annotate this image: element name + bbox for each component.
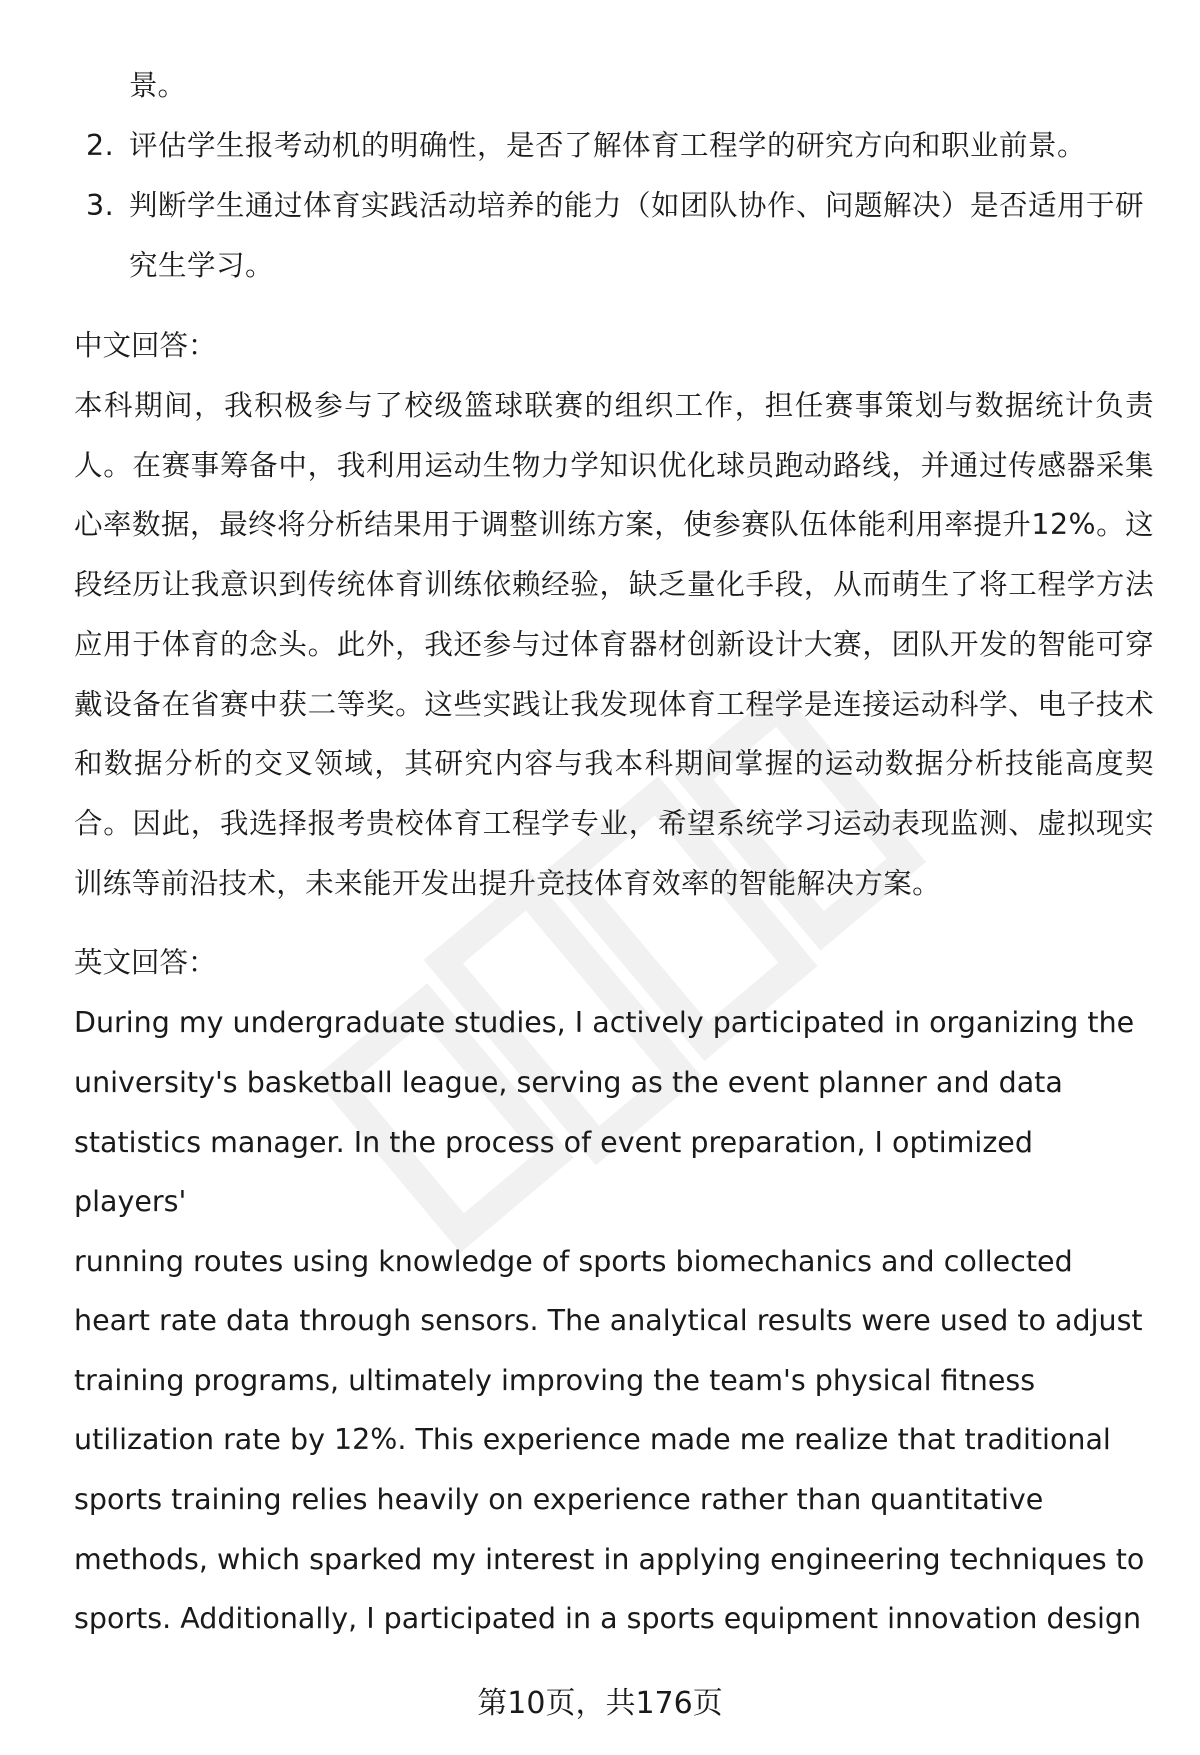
english-line: methods, which sparked my interest in applying engineering techniques to: [74, 1542, 1145, 1576]
page-number-footer: 第10页，共176页: [477, 1686, 723, 1721]
list-number: 2.: [86, 129, 115, 162]
list-text: 评估学生报考动机的明确性，是否了解体育工程学的研究方向和职业前景。: [129, 129, 1087, 162]
english-line: university's basketball league, serving as the event planner and data: [74, 1065, 1063, 1099]
english-answer-heading: 英文回答：: [74, 946, 217, 980]
english-line: training programs, ultimately improving the team's physical fitness: [74, 1363, 1036, 1397]
english-line: heart rate data through sensors. The analytical results were used to adjust: [74, 1304, 1143, 1338]
chinese-answer-heading: 中文回答：: [74, 329, 217, 362]
english-line: During my undergraduate studies, I actively participated in organizing the: [74, 1006, 1135, 1040]
list-item: [74, 176, 1154, 296]
english-line: statistics manager. In the process of event preparation, I optimized players': [74, 1125, 1033, 1219]
chinese-answer-body: 本科期间，我积极参与了校级篮球联赛的组织工作，担任赛事策划与数据统计负责人。在赛事筹备中，我利用运动生物力学知识优化球员跑动路线，并通过传感器采集心率数据，最终将分析结果用于调整训练方案，使参赛队伍体能利用率提升12%。这段经历让我意识到传统体育训练依赖经验，缺乏量化手段，从而萌生了将工程学方法应用于体育的念头。此外，我还参与过体育器材创新设计大赛，团队开发的智能可穿戴设备在省赛中获二等奖。这些实践让我发现体育工程学是连接运动科学、电子技术和数据分析的交叉领域，其研究内容与我本科期间掌握的运动数据分析技能高度契合。因此，我选择报考贵校体育工程学专业，希望系统学习运动表现监测、虚拟现实训练等前沿技术，未来能开发出提升竞技体育效率的智能解决方案。: [74, 389, 1154, 900]
list-item: [74, 116, 1154, 176]
english-line: utilization rate by 12%. This experience made me realize that traditional: [74, 1423, 1111, 1457]
english-line: sports. Additionally, I participated in a sports equipment innovation design: [74, 1602, 1142, 1636]
criteria-list: [74, 116, 1154, 296]
english-line: sports training relies heavily on experience rather than quantitative: [74, 1483, 1044, 1517]
list-number: 3.: [86, 189, 115, 222]
english-answer-body: [74, 993, 1154, 1649]
list-text: 判断学生通过体育实践活动培养的能力（如团队协作、问题解决）是否适用于研究生学习。: [129, 189, 1145, 282]
content-area: [74, 56, 1154, 1649]
english-line: running routes using knowledge of sports biomechanics and collected: [74, 1244, 1073, 1278]
list-continuation: 景。: [129, 69, 187, 102]
